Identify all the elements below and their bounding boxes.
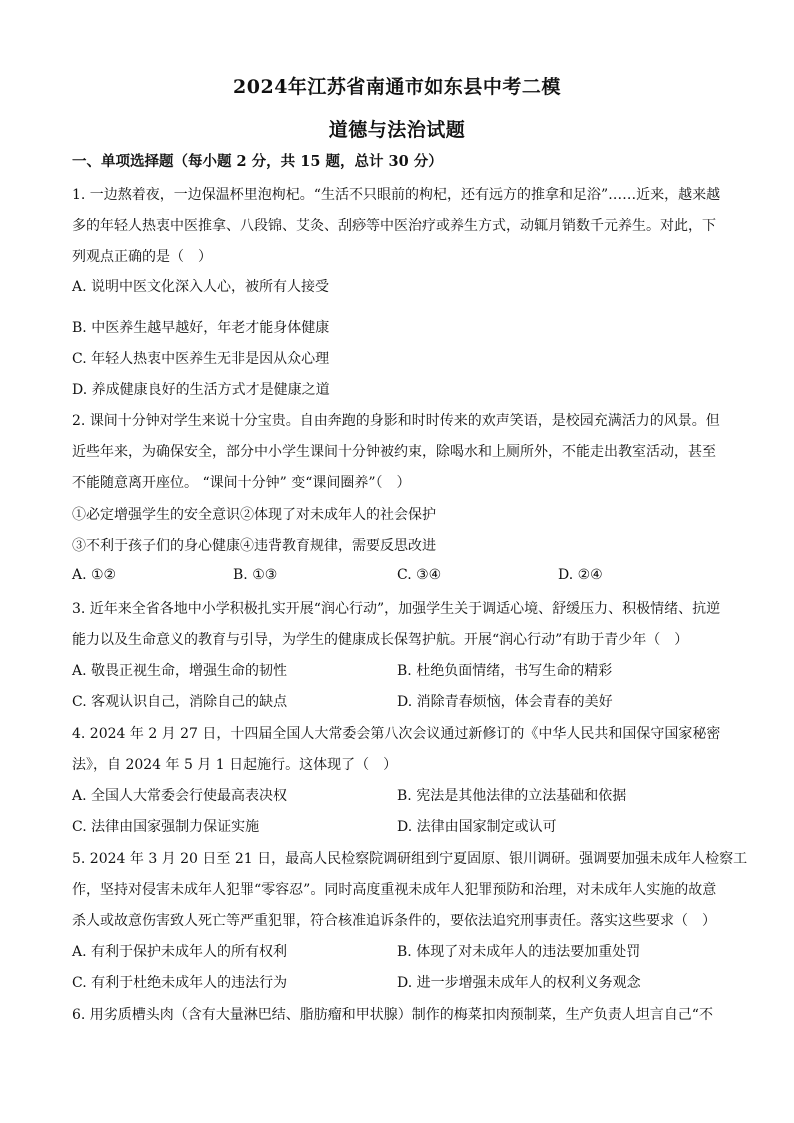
- question-2-statement: ③不利于孩子们的身心健康④违背教育规律，需要反思改进: [72, 538, 436, 554]
- question-4-line: 4. 2024 年 2 月 27 日，十四届全国人大常委会第八次会议通过新修订的《中华人民共和国保守国家秘密: [72, 726, 721, 742]
- question-1-line: 列观点正确的是（ ）: [72, 249, 212, 265]
- question-5-line: 作，坚持对侵害未成年人犯罪“零容忍”。同时高度重视未成年人犯罪预防和治理，对未成年人实施的故意: [72, 882, 717, 898]
- question-5-option-a: A. 有利于保护未成年人的所有权利: [72, 944, 288, 960]
- question-1-option-b: B. 中医养生越早越好，年老才能身体健康: [72, 320, 330, 336]
- question-1-option-d: D. 养成健康良好的生活方式才是健康之道: [72, 382, 330, 398]
- question-5-option-c: C. 有利于杜绝未成年人的违法行为: [72, 975, 288, 991]
- question-4-option-a: A. 全国人大常委会行使最高表决权: [72, 788, 288, 804]
- exam-subtitle: 道德与法治试题: [328, 119, 466, 141]
- question-4-option-c: C. 法律由国家强制力保证实施: [72, 819, 260, 835]
- question-2-option-b: B. ①③: [233, 567, 278, 583]
- question-4-option-b: B. 宪法是其他法律的立法基础和依据: [397, 788, 627, 804]
- question-1-line: 1. 一边熬着夜，一边保温杯里泡枸杞。“生活不只眼前的枸杞，还有远方的推拿和足浴”……近来，越来越: [72, 187, 721, 203]
- exam-title: 2024年江苏省南通市如东县中考二模: [233, 76, 561, 98]
- question-1-option-c: C. 年轻人热衷中医养生无非是因从众心理: [72, 351, 330, 367]
- question-6-line: 6. 用劣质槽头肉（含有大量淋巴结、脂肪瘤和甲状腺）制作的梅菜扣肉预制菜，生产负责人坦言自己“不: [72, 1007, 713, 1023]
- question-4-line: 法》，自 2024 年 5 月 1 日起施行。这体现了（ ）: [72, 757, 398, 773]
- question-2-option-d: D. ②④: [558, 567, 603, 583]
- section-heading: 一、单项选择题（每小题 2 分，共 15 题，总计 30 分）: [72, 153, 443, 170]
- question-2-option-a: A. ①②: [72, 567, 117, 583]
- question-2-option-c: C. ③④: [397, 567, 442, 583]
- question-2-line: 近些年来，为确保安全，部分中小学生课间十分钟被约束，除喝水和上厕所外，不能走出教室活动，甚至: [72, 444, 716, 460]
- question-5-line: 5. 2024 年 3 月 20 日至 21 日，最高人民检察院调研组到宁夏固原、银川调研。强调要加强未成年人检察工: [72, 851, 748, 867]
- question-1-option-a: A. 说明中医文化深入人心，被所有人接受: [72, 279, 330, 295]
- question-1-line: 多的年轻人热衷中医推拿、八段锦、艾灸、刮痧等中医治疗或养生方式，动辄月销数千元养生。对此，下: [72, 218, 716, 234]
- question-3-option-a: A. 敬畏正视生命，增强生命的韧性: [72, 663, 288, 679]
- question-3-option-d: D. 消除青春烦恼，体会青春的美好: [397, 694, 613, 710]
- question-3-line: 能力以及生命意义的教育与引导，为学生的健康成长保驾护航。开展“润心行动”有助于青少年（ ）: [72, 632, 689, 648]
- question-3-option-c: C. 客观认识自己，消除自己的缺点: [72, 694, 288, 710]
- question-4-option-d: D. 法律由国家制定或认可: [397, 819, 557, 835]
- question-3-line: 3. 近年来全省各地中小学积极扎实开展“润心行动”，加强学生关于调适心境、舒缓压力、积极情绪、抗逆: [72, 601, 721, 617]
- question-2-statement: ①必定增强学生的安全意识②体现了对未成年人的社会保护: [72, 507, 436, 523]
- question-2-line: 不能随意离开座位。 “课间十分钟” 变“课间圈养”（ ）: [72, 475, 411, 491]
- question-5-option-b: B. 体现了对未成年人的违法要加重处罚: [397, 944, 641, 960]
- question-3-option-b: B. 杜绝负面情绪，书写生命的精彩: [397, 663, 613, 679]
- question-5-option-d: D. 进一步增强未成年人的权利义务观念: [397, 975, 641, 991]
- question-2-line: 2. 课间十分钟对学生来说十分宝贵。自由奔跑的身影和时时传来的欢声笑语，是校园充满活力的风景。但: [72, 413, 720, 429]
- question-5-line: 杀人或故意伤害致人死亡等严重犯罪，符合核准追诉条件的，要依法追究刑事责任。落实这些要求（ ）: [72, 913, 716, 929]
